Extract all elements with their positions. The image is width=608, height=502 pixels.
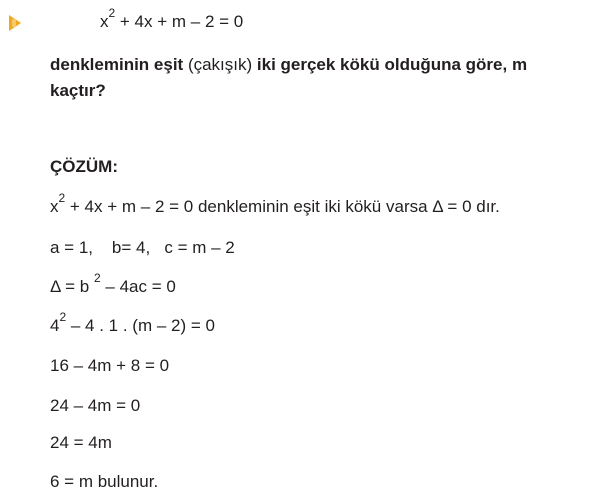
step3-rest: – 4ac = 0 bbox=[100, 277, 176, 296]
step1-rest: + 4x + m – 2 = 0 denkleminin eşit iki kökü varsa Δ = 0 dır. bbox=[65, 197, 500, 216]
equation-base: x bbox=[100, 12, 109, 31]
solution-step-8: 6 = m bulunur. bbox=[50, 472, 159, 491]
solution-step-5: 16 – 4m + 8 = 0 bbox=[50, 356, 170, 375]
question-text-bold-1: denkleminin eşit bbox=[50, 55, 188, 74]
step1-exponent: 2 bbox=[58, 191, 66, 206]
step3-pre: Δ = b bbox=[50, 277, 94, 296]
step4-rest: – 4 . 1 . (m – 2) = 0 bbox=[66, 316, 215, 335]
solution-step-7: 24 = 4m bbox=[50, 433, 112, 452]
solution-step-1 bbox=[50, 191, 500, 217]
solution-heading: ÇÖZÜM: bbox=[50, 157, 118, 176]
solution-step-3 bbox=[50, 271, 176, 297]
solution-step-4 bbox=[50, 310, 215, 336]
question-line-1 bbox=[50, 55, 527, 75]
solution-step-2: a = 1, b= 4, c = m – 2 bbox=[50, 238, 235, 257]
equation-exponent: 2 bbox=[108, 6, 116, 21]
step3-exponent: 2 bbox=[93, 271, 101, 286]
question-text-bold-2: iki gerçek kökü olduğuna göre, m bbox=[252, 55, 528, 74]
step4-base: 4 bbox=[50, 316, 60, 335]
question-equation bbox=[100, 6, 244, 32]
question-text-parenthetical: (çakışık) bbox=[187, 55, 253, 74]
question-line-2: kaçtır? bbox=[50, 81, 106, 100]
step4-exponent: 2 bbox=[59, 310, 67, 325]
solution-step-6: 24 – 4m = 0 bbox=[50, 396, 141, 415]
equation-rest: + 4x + m – 2 = 0 bbox=[115, 12, 244, 31]
bullet-highlight bbox=[12, 19, 16, 27]
step1-base: x bbox=[50, 197, 59, 216]
